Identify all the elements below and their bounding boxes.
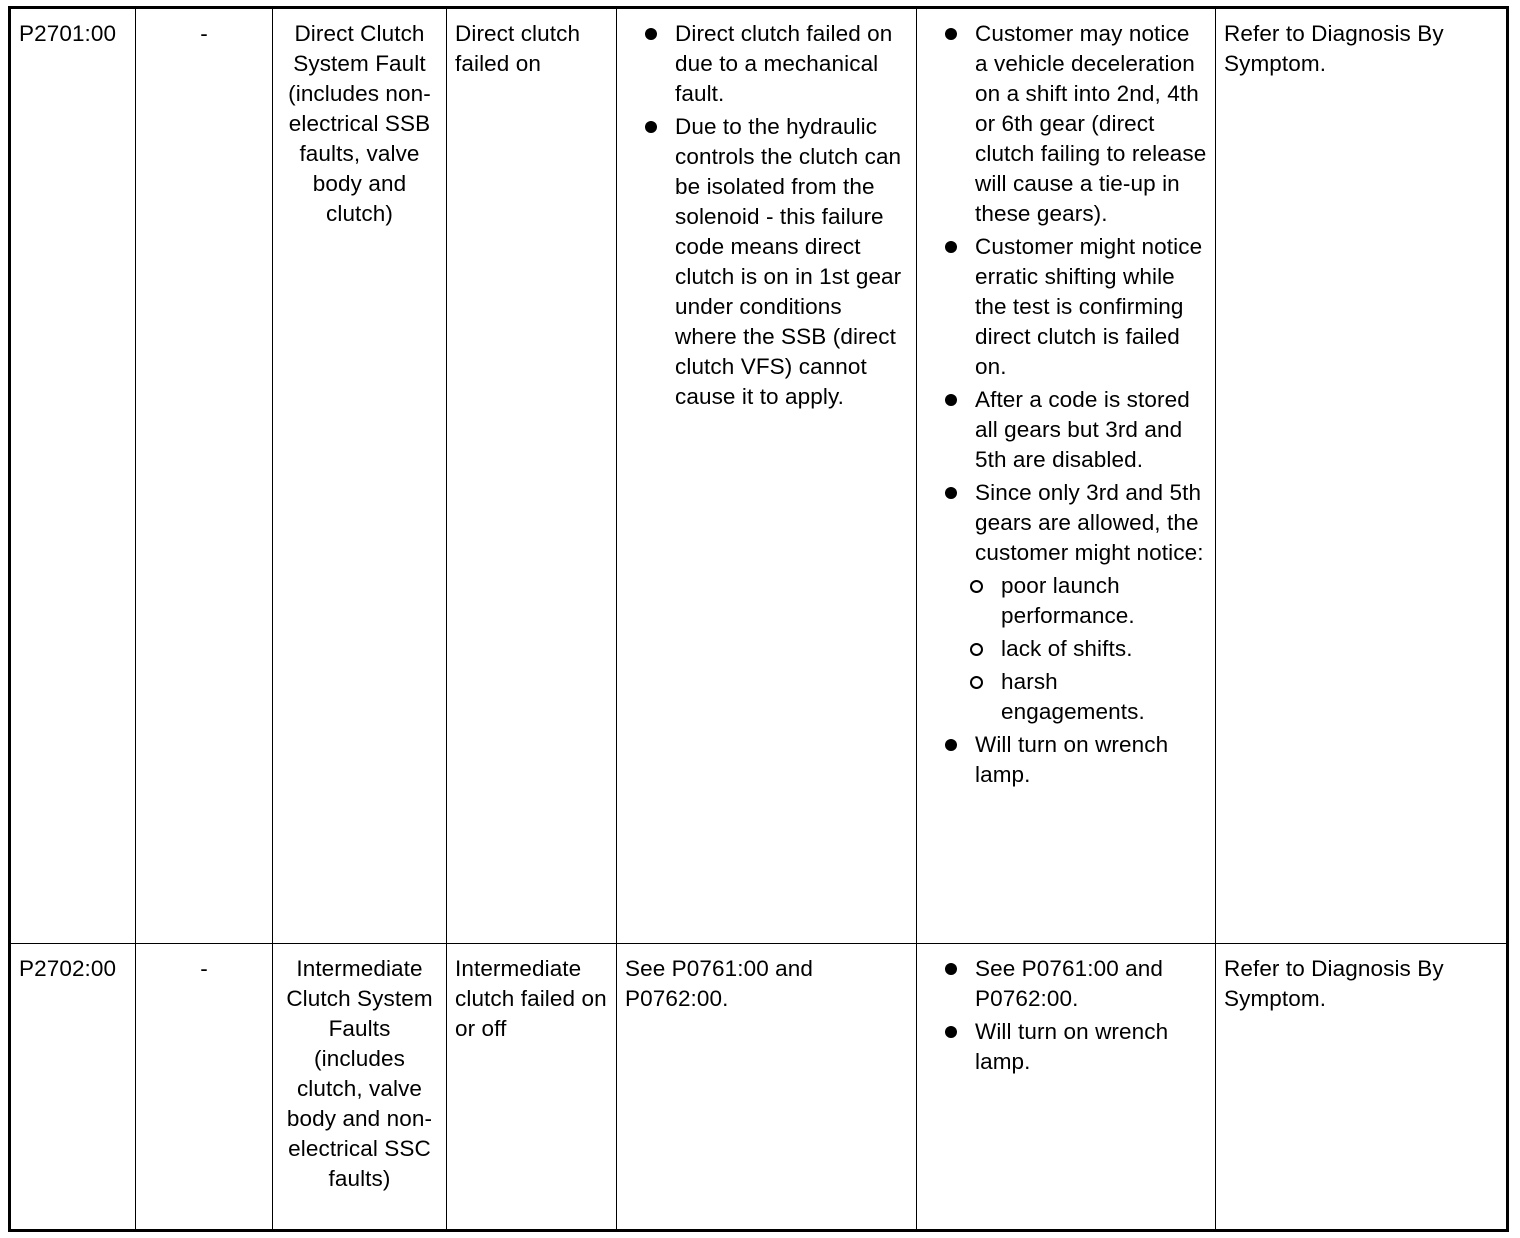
- dtc-condition: Intermediate clutch failed on or off: [447, 944, 617, 1231]
- table-row: [10, 8, 1508, 944]
- list-item: Customer may notice a vehicle deceleration on a shift into 2nd, 4th or 6th gear (direct clutch failing to release will cause a tie-up in these gears).: [925, 19, 1207, 229]
- sub-list-item: poor launch performance.: [951, 571, 1207, 631]
- dtc-action: Refer to Diagnosis By Symptom.: [1216, 944, 1508, 1231]
- dtc-dash: -: [136, 8, 273, 944]
- list-item: After a code is stored all gears but 3rd and 5th are disabled.: [925, 385, 1207, 475]
- sub-list-item: harsh engagements.: [951, 667, 1207, 727]
- dtc-description: Intermediate Clutch System Faults (includes clutch, valve body and non-electrical SSC faults): [273, 944, 447, 1231]
- list-item: Due to the hydraulic controls the clutch can be isolated from the solenoid - this failure code means direct clutch is on in 1st gear under conditions where the SSB (direct clutch VFS) cannot cause it to apply.: [625, 112, 908, 412]
- dtc-action: Refer to Diagnosis By Symptom.: [1216, 8, 1508, 944]
- sub-list-item: lack of shifts.: [951, 634, 1207, 664]
- dtc-symptoms: [917, 8, 1216, 944]
- dtc-dash: -: [136, 944, 273, 1231]
- dtc-table: [8, 6, 1509, 1232]
- dtc-condition: Direct clutch failed on: [447, 8, 617, 944]
- dtc-code: P2702:00: [10, 944, 136, 1231]
- dtc-causes: [617, 8, 917, 944]
- list-item: Will turn on wrench lamp.: [925, 730, 1207, 790]
- dtc-description: Direct Clutch System Fault (includes non-electrical SSB faults, valve body and clutch): [273, 8, 447, 944]
- list-item: Will turn on wrench lamp.: [925, 1017, 1207, 1077]
- dtc-symptoms: [917, 944, 1216, 1231]
- list-item: [925, 478, 1207, 727]
- list-item-text: Since only 3rd and 5th gears are allowed, the customer might notice:: [975, 480, 1204, 565]
- list-item: See P0761:00 and P0762:00.: [925, 954, 1207, 1014]
- list-item: Direct clutch failed on due to a mechanical fault.: [625, 19, 908, 109]
- dtc-causes: See P0761:00 and P0762:00.: [617, 944, 917, 1231]
- table-row: [10, 944, 1508, 1231]
- list-item: Customer might notice erratic shifting while the test is confirming direct clutch is failed on.: [925, 232, 1207, 382]
- dtc-code: P2701:00: [10, 8, 136, 944]
